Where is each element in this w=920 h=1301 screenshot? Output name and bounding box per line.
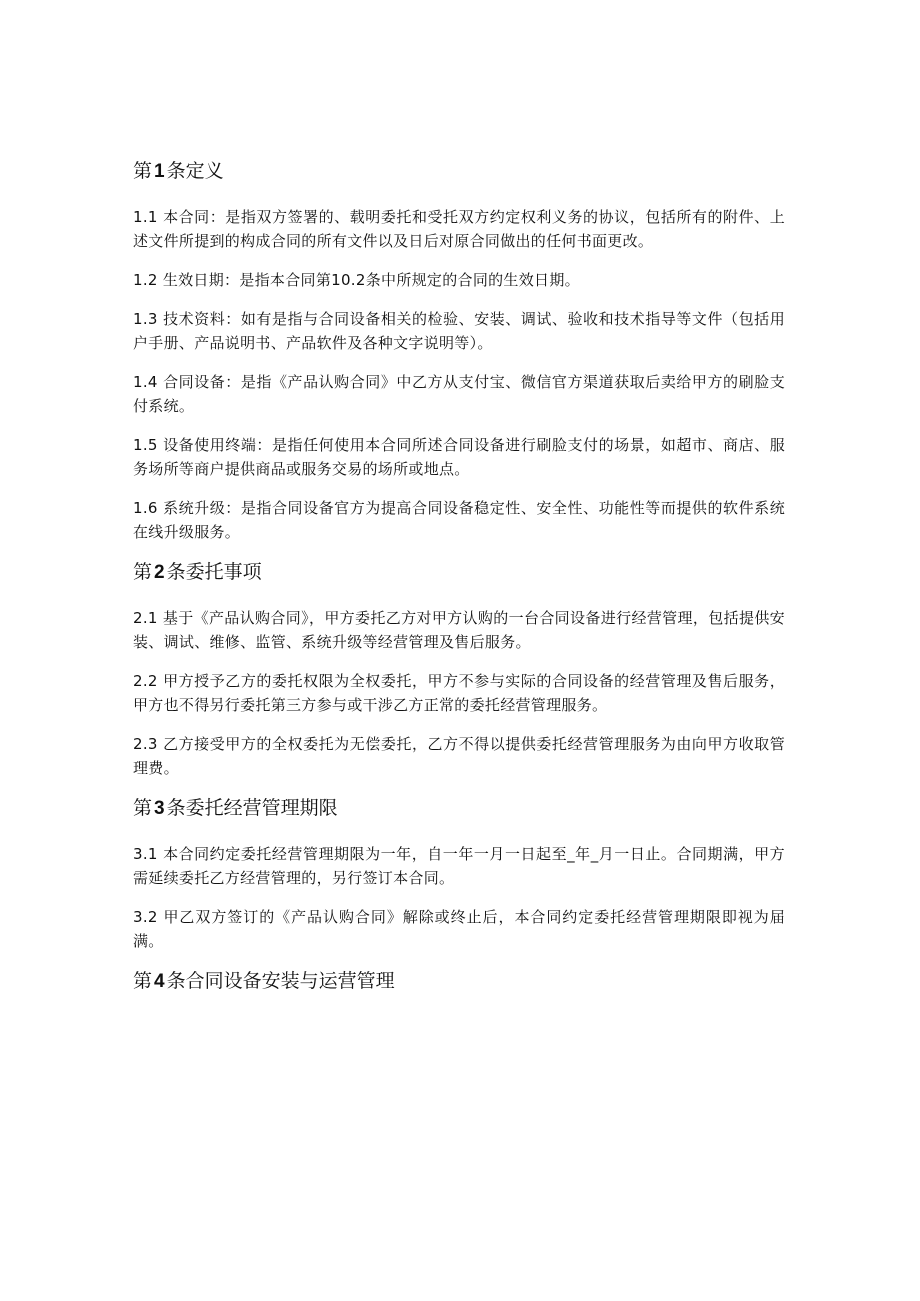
clause-1-4: 1.4 合同设备：是指《产品认购合同》中乙方从支付宝、微信官方渠道获取后卖给甲方的刷脸支付系统。 bbox=[133, 373, 785, 415]
clause-2-3: 2.3 乙方接受甲方的全权委托为无偿委托，乙方不得以提供委托经营管理服务为由向甲方收取管理费。 bbox=[133, 735, 785, 777]
clause-1-3: 1.3 技术资料：如有是指与合同设备相关的检验、安装、调试、验收和技术指导等文件（包括用户手册、产品说明书、产品软件及各种文字说明等）。 bbox=[133, 310, 785, 352]
clause-3-2: 3.2 甲乙双方签订的《产品认购合同》解除或终止后，本合同约定委托经营管理期限即视为届满。 bbox=[133, 908, 785, 950]
section-4-heading: 第 4 条合同设备安装与运营管理 bbox=[133, 970, 395, 992]
section-2-heading: 第 2 条委托事项 bbox=[133, 561, 262, 583]
clause-2-1: 2.1 基于《产品认购合同》，甲方委托乙方对甲方认购的一台合同设备进行经营管理，包括提供安装、调试、维修、监管、系统升级等经营管理及售后服务。 bbox=[133, 609, 785, 651]
clause-1-1: 1.1 本合同：是指双方签署的、载明委托和受托双方约定权利义务的协议，包括所有的附件、上述文件所提到的构成合同的所有文件以及日后对原合同做出的任何书面更改。 bbox=[133, 208, 785, 250]
clause-1-6: 1.6 系统升级：是指合同设备官方为提高合同设备稳定性、安全性、功能性等而提供的软件系统在线升级服务。 bbox=[133, 499, 785, 541]
clause-1-2: 1.2 生效日期：是指本合同第10.2条中所规定的合同的生效日期。 bbox=[133, 271, 580, 289]
section-1-heading: 第 1 条定义 bbox=[133, 160, 224, 182]
clause-2-2: 2.2 甲方授予乙方的委托权限为全权委托，甲方不参与实际的合同设备的经营管理及售后服务，甲方也不得另行委托第三方参与或干涉乙方正常的委托经营管理服务。 bbox=[133, 672, 785, 714]
clause-1-5: 1.5 设备使用终端：是指任何使用本合同所述合同设备进行刷脸支付的场景，如超市、商店、服务场所等商户提供商品或服务交易的场所或地点。 bbox=[133, 436, 785, 478]
section-3-heading: 第 3 条委托经营管理期限 bbox=[133, 797, 338, 819]
contract-page bbox=[133, 158, 785, 1015]
clause-3-1: 3.1 本合同约定委托经营管理期限为一年，自一年一月一日起至_年_月一日止。合同期满，甲方需延续委托乙方经营管理的，另行签订本合同。 bbox=[133, 845, 785, 887]
